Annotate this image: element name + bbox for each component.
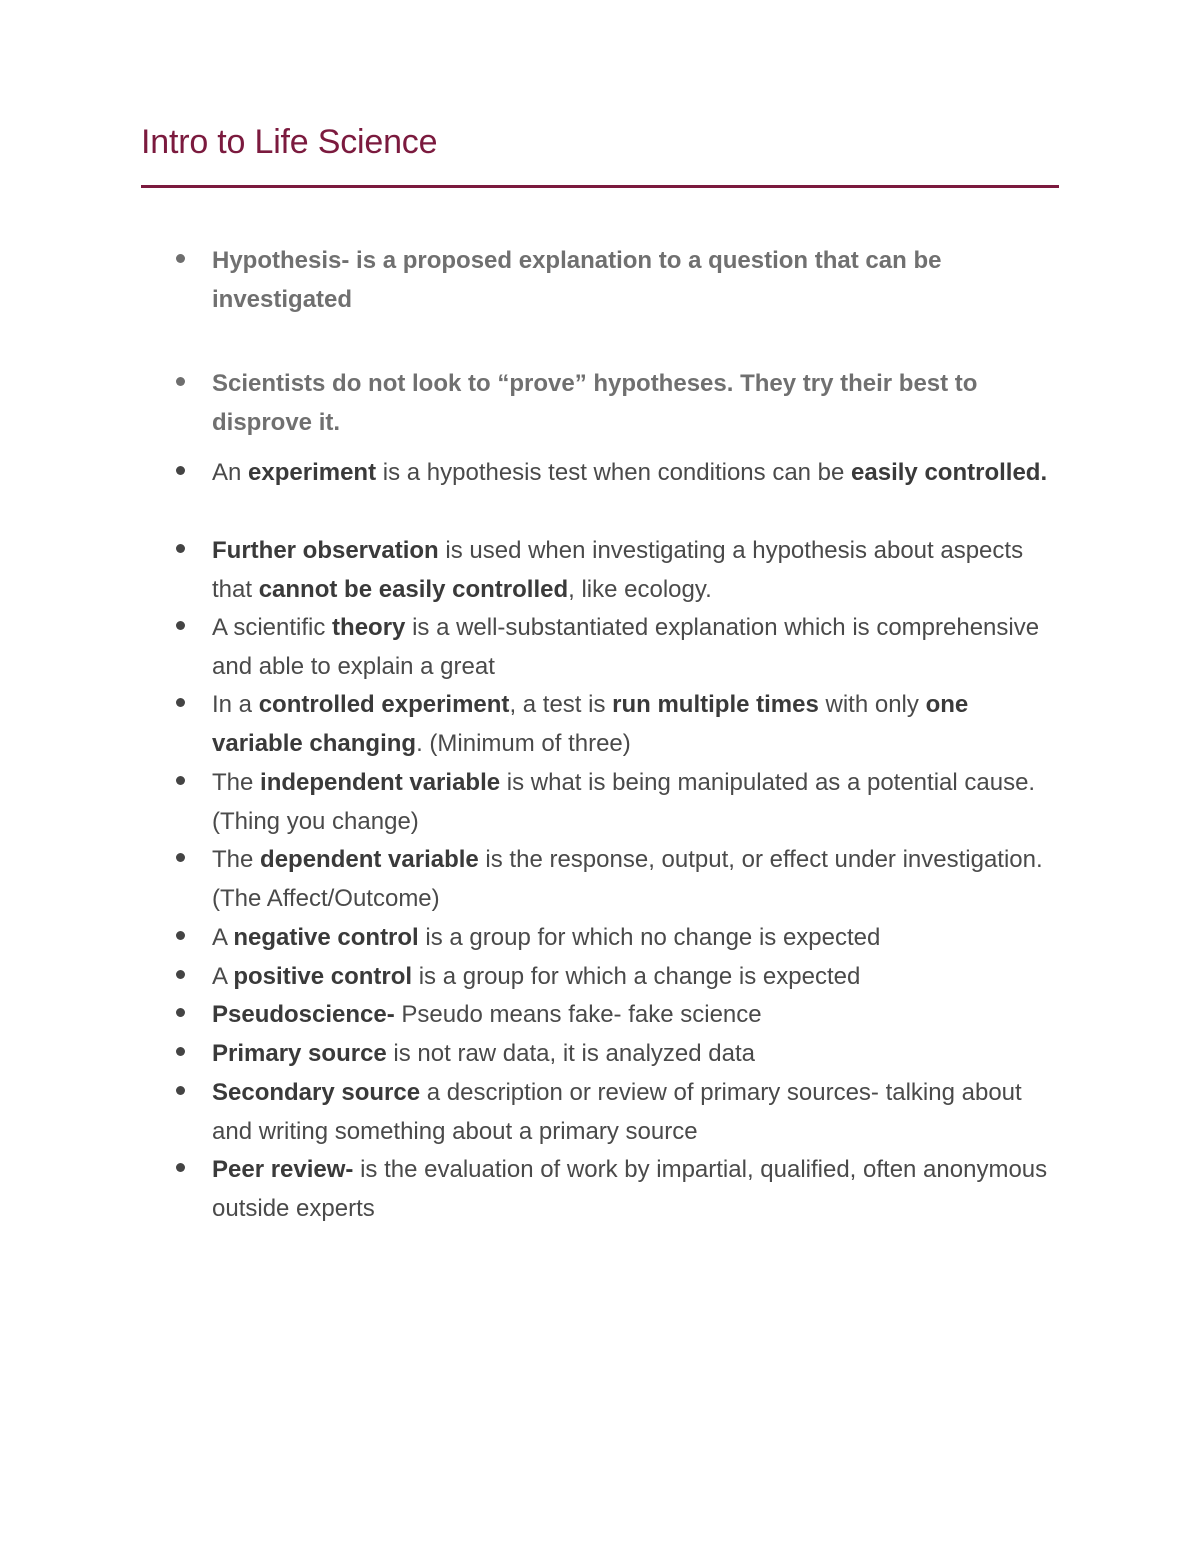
bold-term: controlled experiment — [258, 691, 510, 718]
list-item-text — [212, 1074, 1052, 1152]
text-run: is a group for which a change is expected — [412, 963, 861, 990]
text-run: , like ecology. — [568, 575, 712, 603]
bullet-dot-icon — [176, 544, 185, 553]
bold-term: theory — [332, 614, 406, 641]
bold-term: independent variable — [260, 769, 501, 796]
bullet-dot-icon — [176, 466, 185, 475]
bullet-dot-icon — [176, 377, 185, 386]
text-run: with only — [818, 691, 926, 718]
list-item-text — [212, 454, 1052, 493]
bullet-dot-icon — [176, 1008, 185, 1017]
list-item-text — [212, 686, 1052, 764]
text-run: . (Minimum of three) — [416, 729, 631, 757]
title-underline — [141, 185, 1059, 188]
text-run: is a hypothesis test when conditions can be — [376, 459, 852, 486]
document-title: Intro to Life Science — [141, 123, 438, 161]
text-run: , a test is — [509, 691, 613, 718]
bold-term: Peer review- — [212, 1156, 354, 1183]
list-item-text — [212, 841, 1052, 919]
bold-term: positive control — [233, 963, 413, 990]
bold-term: negative control — [233, 924, 419, 951]
bold-term: experiment — [248, 459, 377, 486]
bullet-dot-icon — [176, 853, 185, 862]
bullet-dot-icon — [176, 254, 185, 263]
text-run: is the evaluation of work by impartial, qualified, often anonymous outside experts — [212, 1156, 1048, 1222]
list-item-text — [212, 919, 1052, 958]
bullet-dot-icon — [176, 1163, 185, 1172]
bullet-dot-icon — [176, 698, 185, 707]
bold-term: cannot be easily controlled — [258, 575, 569, 603]
text-run: Scientists do not look to “prove” hypotheses. They try their best to disprove it. — [212, 370, 978, 436]
list-item-text — [212, 1151, 1052, 1229]
list-item-text — [212, 764, 1052, 842]
text-run: is the response, output, or effect under investigation. (The Affect/Outcome) — [212, 846, 1043, 912]
bullet-dot-icon — [176, 621, 185, 630]
list-item-text — [212, 242, 1052, 320]
text-run: a description or review of primary sources- talking about and writing something about a primary source — [212, 1079, 1022, 1145]
list-item-text — [212, 958, 1052, 997]
bullet-dot-icon — [176, 776, 185, 785]
bullet-dot-icon — [176, 1086, 185, 1095]
text-run: Pseudo means fake- fake science — [394, 1001, 762, 1028]
bold-term: Further observation — [212, 537, 439, 564]
bold-term: run multiple times — [612, 691, 819, 718]
text-run: A scientific — [212, 614, 333, 641]
bullet-dot-icon — [176, 970, 185, 979]
bold-term: Primary source — [212, 1040, 387, 1067]
text-run: is what is being manipulated as a potential cause. (Thing you change) — [212, 769, 1036, 835]
text-run: In a — [212, 691, 259, 718]
bold-term: Pseudoscience- — [212, 1001, 395, 1028]
text-run: A — [212, 924, 234, 951]
bold-term: one variable changing — [212, 691, 969, 757]
text-run: is a well-substantiated explanation which is comprehensive and able to explain a great — [212, 614, 1040, 680]
text-run: The — [212, 769, 261, 796]
text-run: A — [212, 963, 234, 990]
list-item-text — [212, 996, 1052, 1035]
text-run: Hypothesis- is a proposed explanation to a question that can be investigated — [212, 247, 942, 313]
text-run: is a group for which no change is expected — [418, 924, 881, 951]
list-item-text — [212, 532, 1052, 610]
text-run: is used when investigating a hypothesis about aspects that — [212, 537, 1024, 603]
text-run: The — [212, 846, 261, 873]
bullet-dot-icon — [176, 1047, 185, 1056]
list-item-text — [212, 1035, 1052, 1074]
bullet-dot-icon — [176, 931, 185, 940]
bold-term: easily controlled. — [851, 459, 1048, 486]
text-run: is not raw data, it is analyzed data — [386, 1040, 755, 1067]
bold-term: Secondary source — [212, 1079, 421, 1106]
bold-term: dependent variable — [260, 846, 479, 873]
list-item-text — [212, 365, 1052, 443]
text-run: An — [212, 459, 249, 486]
list-item-text — [212, 609, 1052, 687]
